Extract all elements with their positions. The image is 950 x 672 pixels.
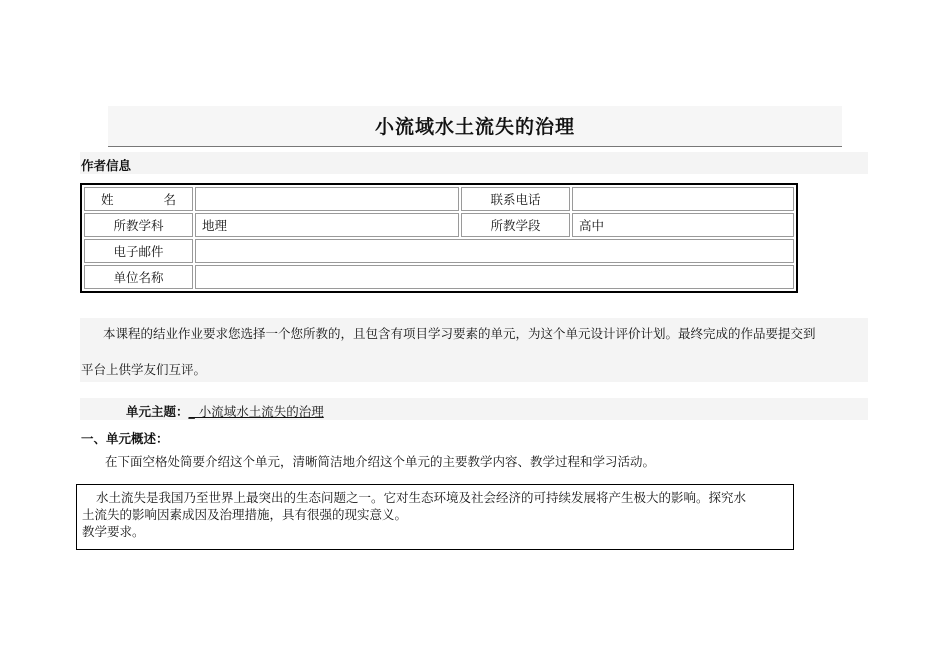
subject-field[interactable]: 地理 xyxy=(195,213,459,237)
unit-theme-label: 单元主题： xyxy=(126,404,189,419)
overview-text-line-1: 水土流失是我国乃至世界上最突出的生态问题之一。它对生态环境及社会经济的可持续发展将产生极大的影响。探究水 xyxy=(96,490,747,505)
unit-overview-text xyxy=(82,489,788,540)
phone-field[interactable] xyxy=(572,187,794,211)
unit-label: 单位名称 xyxy=(84,265,193,289)
stage-field[interactable]: 高中 xyxy=(572,213,794,237)
name-label xyxy=(84,187,193,211)
email-field[interactable] xyxy=(195,239,794,263)
unit-field[interactable] xyxy=(195,265,794,289)
author-section-band xyxy=(80,152,868,174)
unit-theme-row xyxy=(126,402,324,420)
email-label: 电子邮件 xyxy=(84,239,193,263)
overview-text-line-2: 土流失的影响因素成因及治理措施，具有很强的现实意义。 xyxy=(82,507,408,522)
stage-label: 所教学段 xyxy=(461,213,570,237)
subject-label: 所教学科 xyxy=(84,213,193,237)
overview-text-line-3: 教学要求。 xyxy=(82,524,145,539)
unit-theme-value: _ 小流域水土流失的治理 xyxy=(188,404,324,419)
table-row xyxy=(84,213,794,237)
name-label-part-2: 名 xyxy=(163,192,177,207)
phone-label: 联系电话 xyxy=(461,187,570,211)
table-row xyxy=(84,187,794,211)
author-info-table xyxy=(80,183,798,293)
table-row xyxy=(84,239,794,263)
author-section-heading: 作者信息 xyxy=(81,158,132,173)
overview-instruction: 在下面空格处简要介绍这个单元，清晰简洁地介绍这个单元的主要教学内容、教学过程和学习活动。 xyxy=(105,454,656,469)
document-title: 小流域水土流失的治理 xyxy=(374,116,575,138)
intro-paragraph-line-2: 平台上供学友们互评。 xyxy=(81,362,207,377)
overview-heading: 一、单元概述： xyxy=(81,431,169,446)
table-row xyxy=(84,265,794,289)
name-label-part-1: 姓 xyxy=(100,192,114,207)
name-field[interactable] xyxy=(195,187,459,211)
intro-paragraph-line-1: 本课程的结业作业要求您选择一个您所教的，且包含有项目学习要素的单元，为这个单元设计评价计划。最终完成的作品要提交到 xyxy=(103,326,816,341)
